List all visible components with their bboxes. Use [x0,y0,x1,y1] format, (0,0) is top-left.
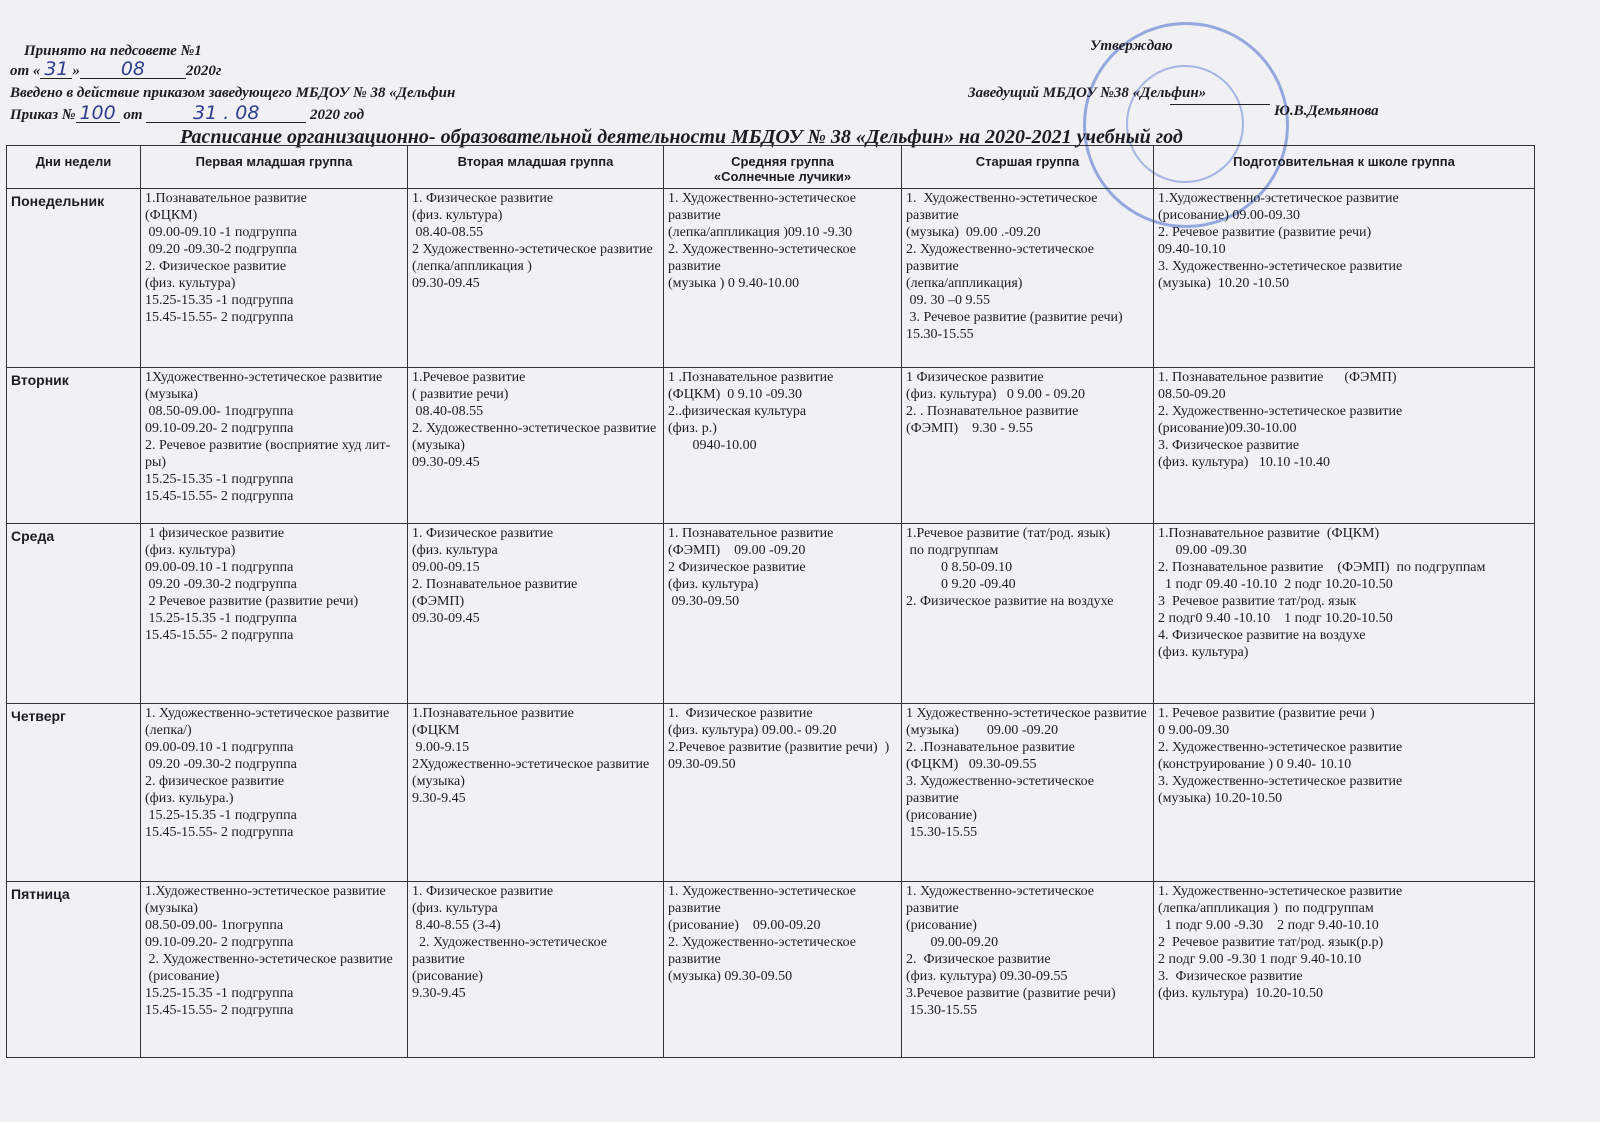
date-prefix: от « [10,63,41,79]
schedule-cell: 1.Познавательное развитие (ФЦКМ) 09.00-09.10 -1 подгруппа 09.20 -09.30-2 подгруппа 2. Физическое развитие (физ. культура) 15.25-15.35 -1 подгруппа 15.45-15.55- 2 подгруппа [141,189,408,368]
schedule-cell: 1. Речевое развитие (развитие речи ) 0 9.00-09.30 2. Художественно-эстетическое развитие (конструирование ) 0 9.40- 10.10 3. Художественно-эстетическое развитие (музыка) 10.20-10.50 [1154,704,1535,882]
table-row [7,882,1535,1058]
header-row [7,146,1535,189]
schedule-cell: 1 Физическое развитие (физ. культура) 0 9.00 - 09.20 2. . Познавательное развитие (ФЭМП) 9.30 - 9.55 [902,368,1154,524]
schedule-cell: 1. Художественно-эстетическое развитие (лепка/) 09.00-09.10 -1 подгруппа 09.20 -09.30-2 подгруппа 2. физическое развитие (физ. кульура.) 15.25-15.35 -1 подгруппа 15.45-15.55- 2 подгруппа [141,704,408,882]
order-suffix: 2020 год [310,107,365,123]
approve-label: Утверждаю [1090,38,1173,54]
order-prefix: Приказ № [10,107,76,123]
schedule-cell: 1. Художественно-эстетическое развитие (лепка/аппликация )09.10 -9.30 2. Художественно-эстетическое развитие (музыка ) 0 9.40-10.00 [664,189,902,368]
schedule-cell: 1. Художественно-эстетическое развитие (рисование) 09.00-09.20 2. Художественно-эстетическое развитие (музыка) 09.30-09.50 [664,882,902,1058]
schedule-cell: 1.Художественно-эстетическое развитие (рисование) 09.00-09.30 2. Речевое развитие (развитие речи) 09.40-10.10 3. Художественно-эстетическое развитие (музыка) 10.20 -10.50 [1154,189,1535,368]
header-group-5: Подготовительная к школе группа [1154,146,1535,189]
head-position: Заведущий МБДОУ №38 «Дельфин» [968,85,1207,101]
head-name: Ю.В.Демьянова [1274,103,1379,119]
header-day: Дни недели [7,146,141,189]
date-month: 08 [80,60,186,79]
day-cell: Понедельник [7,189,141,368]
schedule-cell: 1. Физическое развитие (физ. культура) 09.00.- 09.20 2.Речевое развитие (развитие речи) ) 09.30-09.50 [664,704,902,882]
order-line [10,84,455,102]
schedule-cell: 1 Художественно-эстетическое развитие (музыка) 09.00 -09.20 2. .Познавательное развитие (ФЦКМ) 09.30-09.55 3. Художественно-эстетическое развитие (рисование) 15.30-15.55 [902,704,1154,882]
day-cell: Пятница [7,882,141,1058]
schedule-cell: 1. Художественно-эстетическое развитие (лепка/аппликация ) по подгруппам 1 подг 9.00 -9.30 2 подг 9.40-10.10 2 Речевое развитие тат/род. язык(р.р) 2 подг 9.00 -9.30 1 подг 9.40-10.10 3. Физическое развитие (физ. культура) 10.20-10.50 [1154,882,1535,1058]
order-number-line [10,104,364,124]
schedule-cell: 1. Познавательное развитие (ФЭМП) 09.00 -09.20 2 Физическое развитие (физ. культура) 09.30-09.50 [664,524,902,704]
day-cell: Среда [7,524,141,704]
schedule-cell: 1 .Познавательное развитие (ФЦКМ) 0 9.10 -09.30 2..физическая культура (физ. р.) 0940-10.00 [664,368,902,524]
schedule-cell: 1. Художественно-эстетическое развитие (рисование) 09.00-09.20 2. Физическое развитие (физ. культура) 09.30-09.55 3.Речевое развитие (развитие речи) 15.30-15.55 [902,882,1154,1058]
header-group-4: Старшая группа [902,146,1154,189]
schedule-cell: 1Художественно-эстетическое развитие (музыка) 08.50-09.00- 1подгруппа 09.10-09.20- 2 подгруппа 2. Речевое развитие (восприятие худ лит-ры) 15.25-15.35 -1 подгруппа 15.45-15.55- 2 подгруппа [141,368,408,524]
schedule-cell: 1. Физическое развитие (физ. культура 09.00-09.15 2. Познавательное развитие (ФЭМП) 09.30-09.45 [408,524,664,704]
schedule-cell: 1.Художественно-эстетическое развитие (музыка) 08.50-09.00- 1погруппа 09.10-09.20- 2 подгруппа 2. Художественно-эстетическое развитие (рисование) 15.25-15.35 -1 подгруппа 15.45-15.55- 2 подгруппа [141,882,408,1058]
schedule-cell: 1. Физическое развитие (физ. культура 8.40-8.55 (3-4) 2. Художественно-эстетическое развитие (рисование) 9.30-9.45 [408,882,664,1058]
schedule-cell: 1. Физическое развитие (физ. культура) 08.40-08.55 2 Художественно-эстетическое развитие (лепка/аппликация ) 09.30-09.45 [408,189,664,368]
schedule-cell: 1 физическое развитие (физ. культура) 09.00-09.10 -1 подгруппа 09.20 -09.30-2 подгруппа 2 Речевое развитие (развитие речи) 15.25-15.35 -1 подгруппа 15.45-15.55- 2 подгруппа [141,524,408,704]
header-group-2: Вторая младшая группа [408,146,664,189]
header-group-3: Средняя группа «Солнечные лучики» [664,146,902,189]
date-mid: » [72,63,80,79]
document-title: Расписание организационно- образовательной деятельности МБДОУ № 38 «Дельфин» на 2020-2021 учебный год [180,126,1183,148]
date-day: 31 [40,60,72,79]
schedule-cell: 1.Речевое развитие (тат/род. язык) по подгруппам 0 8.50-09.10 0 9.20 -09.40 2. Физическое развитие на воздухе [902,524,1154,704]
day-cell: Четверг [7,704,141,882]
day-cell: Вторник [7,368,141,524]
order-text: Введено в действие приказом заведующего МБДОУ № 38 «Дельфин [10,85,456,101]
council-date-line [10,60,221,80]
order-date: 31 . 08 [146,104,306,123]
order-mid: от [123,107,143,123]
table-row [7,704,1535,882]
schedule-cell: 1. Познавательное развитие (ФЭМП) 08.50-09.20 2. Художественно-эстетическое развитие (рисование)09.30-10.00 3. Физическое развитие (физ. культура) 10.10 -10.40 [1154,368,1535,524]
table-row [7,189,1535,368]
date-suffix: 2020г [185,63,222,79]
table-row [7,524,1535,704]
signature-line [1170,104,1270,105]
schedule-cell: 1. Художественно-эстетическое развитие (музыка) 09.00 .-09.20 2. Художественно-эстетическое развитие (лепка/аппликация) 09. 30 –0 9.55 3. Речевое развитие (развитие речи) 15.30-15.55 [902,189,1154,368]
schedule-cell: 1.Познавательное развитие (ФЦКМ 9.00-9.15 2Художественно-эстетическое развитие (музыка) 9.30-9.45 [408,704,664,882]
table-row [7,368,1535,524]
order-number: 100 [76,104,120,123]
schedule-table [6,145,1535,1058]
schedule-cell: 1.Познавательное развитие (ФЦКМ) 09.00 -09.30 2. Познавательное развитие (ФЭМП) по подгруппам 1 подг 09.40 -10.10 2 подг 10.20-10.50 3 Речевое развитие тат/род. язык 2 подг0 9.40 -10.10 1 подг 10.20-10.50 4. Физическое развитие на воздухе (физ. культура) [1154,524,1535,704]
header-group-1: Первая младшая группа [141,146,408,189]
council-text: Принято на педсовете №1 [24,43,202,59]
schedule-cell: 1.Речевое развитие ( развитие речи) 08.40-08.55 2. Художественно-эстетическое развитие (музыка) 09.30-09.45 [408,368,664,524]
